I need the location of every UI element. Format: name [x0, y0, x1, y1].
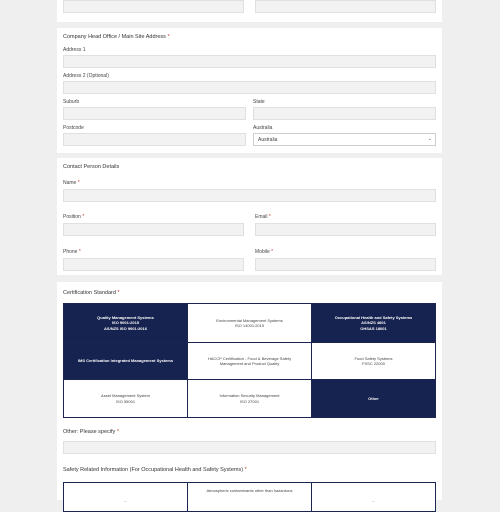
other-specify-label: Other: Please specify * — [63, 429, 119, 435]
state-label: State — [253, 99, 265, 105]
postcode-input[interactable] — [63, 133, 246, 146]
country-label: Australia — [253, 125, 273, 131]
chevron-down-icon: ⌄ — [427, 136, 432, 142]
safety-option[interactable] — [312, 483, 435, 511]
suburb-input[interactable] — [63, 107, 246, 120]
top-field-right[interactable] — [255, 0, 436, 13]
cert-option-line1: Food Safety Systems — [354, 355, 393, 361]
cert-option-line1: HACCP Certification - Food & Beverage Safety — [207, 355, 292, 361]
safety-option-label: ... — [123, 498, 128, 504]
cert-option-line1: Information Security Management — [219, 393, 280, 398]
cert-option-line2: ISO 55001 — [115, 398, 136, 404]
cert-option-line1: Occupational Health and Safety Systems — [334, 314, 413, 320]
mobile-label: Mobile * — [255, 249, 274, 255]
cert-option-line2: ISO 9001:2015 — [111, 320, 140, 326]
email-input[interactable] — [255, 223, 436, 236]
cert-option-other[interactable] — [312, 380, 435, 417]
certification-section-title: Certification Standard * — [63, 290, 120, 296]
name-label: Name * — [63, 180, 80, 186]
position-label: Position * — [63, 214, 85, 220]
state-input[interactable] — [253, 107, 436, 120]
safety-section-title: Safety Related Information (For Occupational Health and Safety Systems) * — [63, 467, 247, 473]
safety-option[interactable] — [64, 483, 187, 511]
cert-option-line1: Asset Management System — [101, 393, 150, 398]
cert-option-line1: Quality Management Systems — [97, 314, 154, 320]
certification-grid — [63, 303, 436, 418]
cert-option-line2: FSSC 22000 — [362, 361, 385, 366]
cert-option-line3: AS/NZS ISO 9001:2016 — [104, 325, 147, 331]
cert-option-asset[interactable] — [64, 380, 187, 417]
address-section-title: Company Head Office / Main Site Address * — [63, 34, 170, 40]
mobile-input[interactable] — [255, 258, 436, 271]
cert-option-ems[interactable] — [188, 304, 311, 342]
suburb-label: Suburb — [63, 99, 80, 105]
cert-option-infosec[interactable] — [188, 380, 311, 417]
cert-option-line1: IMS Certification Integrated Management Systems — [77, 358, 174, 364]
phone-label: Phone * — [63, 249, 81, 255]
safety-option[interactable] — [188, 483, 311, 511]
position-input[interactable] — [63, 223, 244, 236]
cert-option-haccp[interactable] — [188, 343, 311, 379]
phone-input[interactable] — [63, 258, 244, 271]
cert-option-qms[interactable] — [64, 304, 187, 342]
cert-option-ohs[interactable] — [312, 304, 435, 342]
contact-section-title: Contact Person Details — [63, 164, 120, 170]
address1-label: Address 1 — [63, 47, 86, 53]
email-label: Email * — [255, 214, 271, 220]
cert-option-line2: ISO 14001:2015 — [234, 323, 265, 328]
safety-grid — [63, 482, 436, 512]
cert-option-line3: OHSAS 18001 — [360, 325, 387, 331]
cert-option-line2: AS/NZS 4801 — [361, 320, 386, 326]
cert-option-line2: ISO 27001 — [239, 398, 260, 404]
cert-option-fssc[interactable] — [312, 343, 435, 379]
cert-option-line1: Other — [368, 395, 379, 401]
other-specify-input[interactable] — [63, 441, 436, 454]
address2-label: Address 2 (Optional) — [63, 73, 109, 79]
cert-option-ims[interactable] — [64, 343, 187, 379]
safety-option-label: Atmospheric contaminants other than hazardous — [206, 488, 293, 494]
address1-input[interactable] — [63, 55, 436, 68]
top-field-left[interactable] — [63, 0, 244, 13]
cert-option-line2: Management and Product Quality — [219, 361, 280, 366]
country-select-value: Australia — [258, 137, 278, 143]
name-input[interactable] — [63, 189, 436, 202]
safety-option-label: ... — [371, 498, 376, 504]
country-select[interactable] — [253, 133, 436, 146]
cert-option-line1: Environmental Management Systems — [216, 317, 283, 323]
postcode-label: Postcode — [63, 125, 84, 131]
address2-input[interactable] — [63, 81, 436, 94]
